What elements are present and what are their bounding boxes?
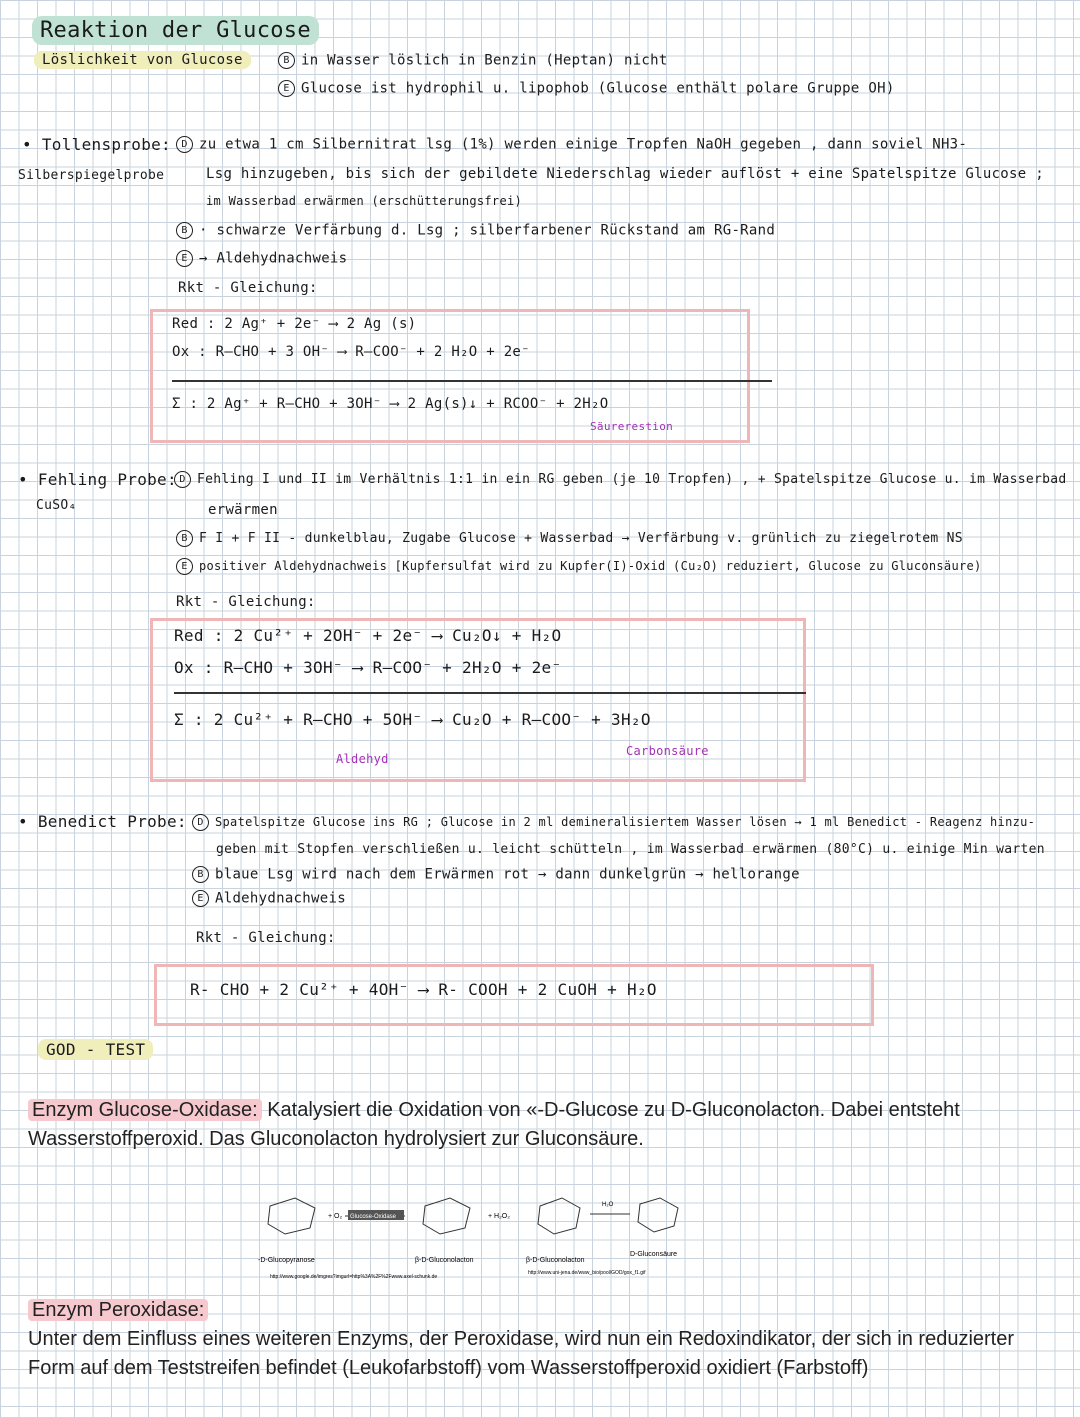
enzyme1-label: Enzym Glucose-Oxidase: [28, 1099, 262, 1121]
solubility-label: Löslichkeit von Glucose [34, 52, 251, 68]
b-marker-icon: B [176, 530, 193, 547]
benedict-heading: • Benedict Probe: [18, 812, 187, 831]
d-marker-icon: D [176, 136, 193, 153]
acid-ring [638, 1198, 678, 1232]
benedict-d-line2: geben mit Stopfen verschließen u. leicht schütteln , im Wasserbad erwärmen (80°C) u. einige Min warten [216, 842, 1045, 857]
solubility-b-line: B in Wasser löslich in Benzin (Heptan) nicht [278, 52, 668, 69]
enzyme2-label: Enzym Peroxidase: [28, 1299, 208, 1321]
e-marker-icon: E [176, 558, 193, 575]
d-marker-icon: D [192, 814, 209, 831]
god-test-label: GOD - TEST [38, 1040, 153, 1059]
h2o2-text: + H₂O₂ [488, 1213, 510, 1220]
b-marker-icon: B [192, 866, 209, 883]
tollens-heading: • Tollensprobe: [22, 135, 171, 154]
fehling-d-line1: D Fehling I und II im Verhältnis 1:1 in ein RG geben (je 10 Tropfen) , + Spatelspitze Glucose u. im Wasserbad [174, 471, 1067, 488]
fehling-note-carbon: Carbonsäure [626, 744, 709, 758]
source-1: http://www.google.de/imgres?imgurl=http%3A%2F%2Fwww.axel-schunk.de [270, 1274, 438, 1280]
o2-text: + O₂ [328, 1213, 343, 1220]
benedict-b-line: B blaue Lsg wird nach dem Erwärmen rot → dann dunkelgrün → hellorange [192, 866, 800, 883]
tollens-eq-label: Rkt - Gleichung: [178, 280, 318, 296]
d-marker-icon: D [174, 471, 191, 488]
tollens-d-line3: im Wasserbad erwärmen (erschütterungsfrei) [206, 194, 523, 208]
tollens-d-line1: D zu etwa 1 cm Silbernitrat lsg (1%) werden einige Tropfen NaOH gegeben , dann soviel NH3- [176, 136, 967, 153]
fehling-d-line2: erwärmen [208, 502, 278, 518]
fehling-heading: • Fehling Probe: [18, 470, 177, 489]
b-marker-icon: B [176, 222, 193, 239]
tollens-sum-rule [172, 380, 772, 382]
benedict-d-line1: D Spatelspitze Glucose ins RG ; Glucose in 2 ml demineralisiertem Wasser lösen → 1 ml Benedict - Reagenz hinzu- [192, 814, 1035, 831]
e-marker-icon: E [192, 890, 209, 907]
solubility-e-line: E Glucose ist hydrophil u. lipophob (Glucose enthält polare Gruppe OH) [278, 80, 895, 97]
fehling-subheading: CuSO₄ [36, 498, 77, 513]
benedict-e-line: E Aldehydnachweis [192, 890, 346, 907]
tollens-sum-equation: Σ : 2 Ag⁺ + R–CHO + 3OH⁻ ⟶ 2 Ag(s)↓ + RCOO⁻ + 2H₂O [172, 396, 609, 412]
enzyme2-text: Unter dem Einfluss eines weiteren Enzyms, der Peroxidase, wird nun ein Redoxindikator, der sich in reduzierter Form auf dem Teststreifen befindet (Leukofarbstoff) vom Wasserstoffperoxid oxidiert (Farbstoff) [28, 1328, 1015, 1379]
tollens-subheading: Silberspiegelprobe [18, 168, 165, 183]
reaction-figure [250, 1176, 720, 1288]
lactone-ring-2 [538, 1198, 580, 1234]
lactone-ring-1 [423, 1198, 470, 1234]
fehling-eq-label: Rkt - Gleichung: [176, 594, 316, 610]
glucose-ring [268, 1198, 315, 1234]
structure-diagram [250, 1176, 720, 1288]
enzyme2-paragraph [28, 1296, 1038, 1383]
fehling-e-line: E positiver Aldehydnachweis [Kupfersulfat wird zu Kupfer(I)-Oxid (Cu₂O) reduziert, Glucose zu Gluconsäure) [176, 558, 982, 575]
tollens-b-line: B · schwarze Verfärbung d. Lsg ; silberfarbener Rückstand am RG-Rand [176, 222, 775, 239]
page-title [32, 18, 319, 43]
caption-glucopyranose: -D-Glucopyranose [258, 1257, 315, 1264]
tollens-e-line: E → Aldehydnachweis [176, 250, 347, 267]
b-marker-icon: B [278, 52, 295, 69]
tollens-ox-equation: Ox : R–CHO + 3 OH⁻ ⟶ R–COO⁻ + 2 H₂O + 2e⁻ [172, 344, 530, 360]
source-2: http://www.uni-jena.de/www_bio/pool/GOD/gox_f1.gif [528, 1270, 646, 1276]
caption-gluconsaeure: D-Gluconsäure [630, 1251, 678, 1258]
fehling-sum-rule [174, 692, 806, 694]
fehling-b-line: B F I + F II - dunkelblau, Zugabe Glucose + Wasserbad → Verfärbung v. grünlich zu ziegelrotem NS [176, 530, 963, 547]
caption-gluconolacton-2: β-D-Gluconolacton [526, 1257, 585, 1264]
tollens-red-equation: Red : 2 Ag⁺ + 2e⁻ ⟶ 2 Ag (s) [172, 316, 417, 332]
fehling-ox-equation: Ox : R–CHO + 3OH⁻ ⟶ R–COO⁻ + 2H₂O + 2e⁻ [174, 658, 562, 677]
fehling-sum-equation: Σ : 2 Cu²⁺ + R–CHO + 5OH⁻ ⟶ Cu₂O + R–COO⁻ + 3H₂O [174, 710, 651, 729]
e-marker-icon: E [176, 250, 193, 267]
tollens-d-line2: Lsg hinzugeben, bis sich der gebildete Niederschlag wieder auflöst + eine Spatelspitze Glucose ; [206, 166, 1044, 182]
title-text: Reaktion der Glucose [32, 16, 319, 45]
caption-gluconolacton-1: β-D-Gluconolacton [415, 1257, 474, 1264]
fehling-red-equation: Red : 2 Cu²⁺ + 2OH⁻ + 2e⁻ ⟶ Cu₂O↓ + H₂O [174, 626, 562, 645]
e-marker-icon: E [278, 80, 295, 97]
benedict-equation: R- CHO + 2 Cu²⁺ + 4OH⁻ ⟶ R- COOH + 2 CuOH + H₂O [190, 980, 657, 999]
tollens-note: Säurerestion [590, 420, 674, 433]
h2o-text: H₂O [602, 1202, 614, 1208]
fehling-note-aldehyd: Aldehyd [336, 752, 389, 766]
reagent-text: Glucose-Oxidase [350, 1214, 397, 1220]
enzyme1-text: Katalysiert die Oxidation von «-D-Glucose zu D-Gluconolacton. Dabei entsteht Wasserstoffperoxid. Das Gluconolacton hydrolysiert zur Gluconsäure. [28, 1099, 960, 1150]
enzyme1-paragraph [28, 1096, 1038, 1154]
benedict-eq-label: Rkt - Gleichung: [196, 930, 336, 946]
